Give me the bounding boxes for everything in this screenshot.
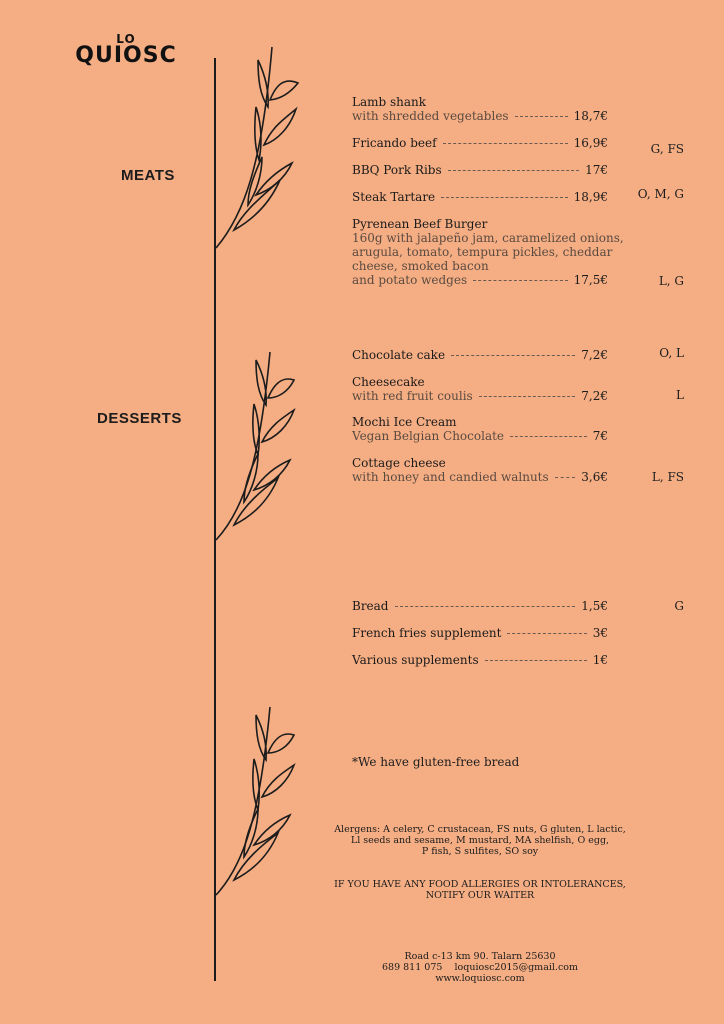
logo-small: LO — [116, 32, 136, 46]
menu-item — [352, 653, 692, 667]
item-desc: and potato wedges — [352, 273, 468, 287]
item-name: Mochi Ice Cream — [352, 415, 457, 429]
menu-item — [352, 95, 692, 123]
item-desc: with red fruit coulis — [352, 389, 473, 403]
item-allergens: O, L — [659, 346, 684, 360]
address: Road c-13 km 90. Talarn 25630 — [404, 951, 556, 962]
website: www.loquiosc.com — [435, 973, 525, 984]
item-price: 7€ — [592, 429, 608, 443]
item-allergens: L — [676, 388, 684, 402]
warning-line: IF YOU HAVE ANY FOOD ALLERGIES OR INTOLERANCES, — [334, 879, 626, 890]
leaf-branch-icon — [214, 45, 304, 250]
item-name: French fries supplement — [352, 626, 502, 640]
item-name: Steak Tartare — [352, 190, 436, 204]
item-name: Cheesecake — [352, 375, 425, 389]
item-name: Lamb shank — [352, 95, 427, 109]
item-price: 18,7€ — [573, 109, 608, 123]
gluten-free-note: *We have gluten-free bread — [352, 755, 520, 769]
item-allergens: O, M, G — [637, 187, 684, 201]
legend-line: Ll seeds and sesame, M mustard, MA shelfish, O egg, — [350, 835, 610, 846]
legend-line: Alergens: A celery, C crustacean, FS nuts, G gluten, L lactic, — [334, 824, 626, 835]
allergy-warning — [330, 879, 630, 901]
item-allergens: L, G — [658, 274, 684, 288]
logo-big: QUIOSC — [75, 43, 177, 68]
email: loquiosc2015@gmail.com — [454, 962, 579, 973]
menu-item — [352, 415, 692, 443]
item-desc-line: arugula, tomato, tempura pickles, cheddar — [352, 245, 613, 259]
item-price: 18,9€ — [573, 190, 608, 204]
leaf-branch-icon — [214, 350, 304, 545]
item-price: 17€ — [585, 163, 608, 177]
item-price: 16,9€ — [573, 136, 608, 150]
phone: 689 811 075 — [381, 962, 443, 973]
item-price: 3,6€ — [581, 470, 608, 484]
item-name: BBQ Pork Ribs — [352, 163, 442, 177]
item-name: Chocolate cake — [352, 348, 446, 362]
allergens-legend — [330, 824, 630, 857]
item-price: 7,2€ — [581, 348, 608, 362]
item-name: Bread — [352, 599, 389, 613]
section-desserts: DESSERTS — [97, 410, 182, 427]
legend-line: P fish, S sulfites, SO soy — [421, 846, 539, 857]
item-price: 17,5€ — [573, 273, 608, 287]
leaf-branch-icon — [214, 705, 304, 900]
item-allergens: G, FS — [650, 142, 684, 156]
contact-info — [330, 951, 630, 984]
section-meats: MEATS — [121, 167, 175, 184]
item-name: Cottage cheese — [352, 456, 446, 470]
item-desc: with honey and candied walnuts — [352, 470, 549, 484]
item-price: 7,2€ — [581, 389, 608, 403]
menu-item — [352, 626, 692, 640]
brand-logo — [71, 33, 181, 67]
item-allergens: L, FS — [651, 470, 684, 484]
item-price: 1,5€ — [581, 599, 608, 613]
item-name: Various supplements — [352, 653, 479, 667]
item-desc: with shredded vegetables — [352, 109, 509, 123]
item-allergens: G — [674, 599, 684, 613]
item-desc-line: 160g with jalapeño jam, caramelized onions, — [352, 231, 624, 245]
menu-item — [352, 163, 692, 177]
item-name: Fricando beef — [352, 136, 437, 150]
item-price: 3€ — [592, 626, 608, 640]
warning-line: NOTIFY OUR WAITER — [425, 890, 535, 901]
item-desc: Vegan Belgian Chocolate — [352, 429, 505, 443]
item-price: 1€ — [592, 653, 608, 667]
item-desc-line: cheese, smoked bacon — [352, 259, 489, 273]
item-name: Pyrenean Beef Burger — [352, 217, 488, 231]
